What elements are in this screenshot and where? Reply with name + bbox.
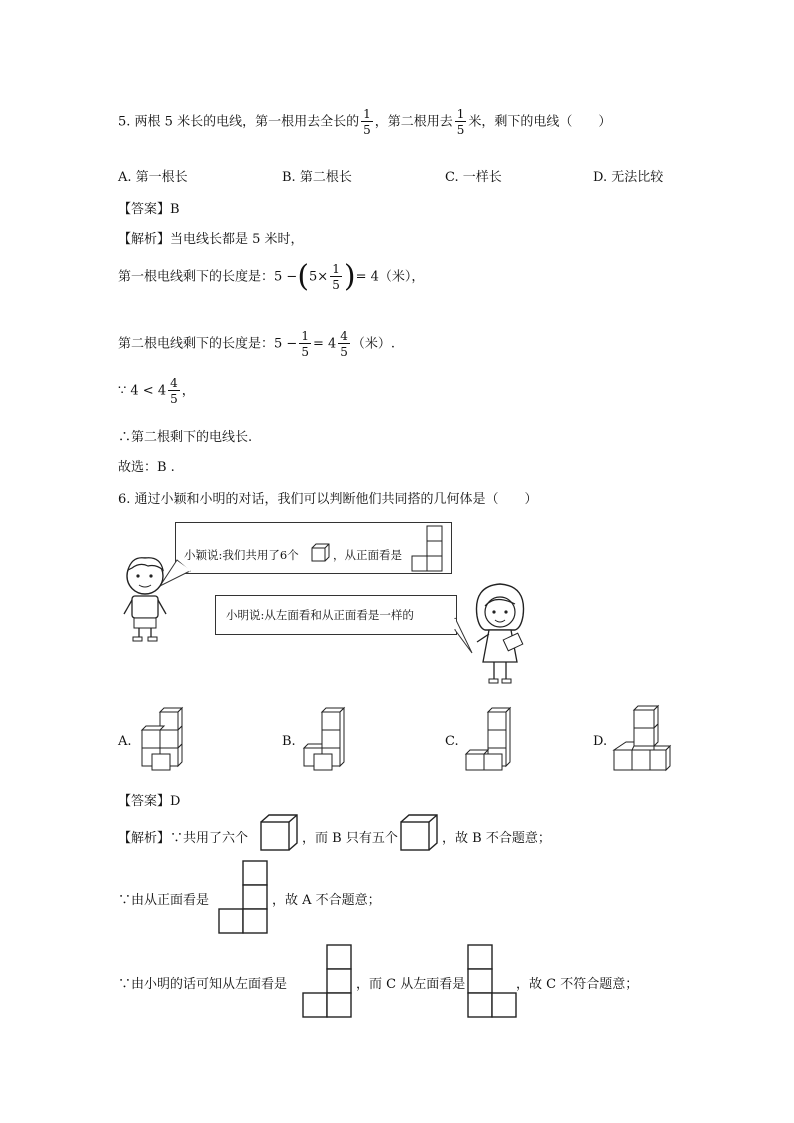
q6-analysis-3c: ，故 C 不符合题意； xyxy=(516,977,639,992)
q5-option-c[interactable]: C. 一样长 xyxy=(445,170,502,185)
q6-analysis-1c: ，故 B 不合题意； xyxy=(442,831,551,846)
q5-choice: 故选：B . xyxy=(118,460,175,475)
q6-analysis-1b: ，而 B 只有五个 xyxy=(302,831,398,846)
left-view-figure xyxy=(302,944,354,1018)
q5-option-b[interactable]: B. 第二根长 xyxy=(282,170,352,185)
q6-option-b[interactable]: B. xyxy=(282,734,296,749)
q6-analysis-3a: ∵由小明的话可知从左面看是 xyxy=(118,977,288,992)
girl-illustration xyxy=(465,580,535,690)
q6-answer: 【答案】D xyxy=(118,794,181,809)
q6-analysis-3b: ，而 C 从左面看是 xyxy=(356,977,466,992)
cube-figure-d xyxy=(612,706,672,774)
q6-analysis-1a: 【解析】∵共用了六个 xyxy=(118,831,249,846)
cube-figure-c xyxy=(464,708,520,772)
front-view-figure xyxy=(218,860,270,934)
bubble1-text-2: ，从正面看是 xyxy=(333,548,402,562)
q5-calc-3: ∵ 4 < 4 $\frac{4}{5}$ ， xyxy=(118,376,195,406)
cube-icon-large xyxy=(400,814,440,852)
q6-option-c[interactable]: C. xyxy=(445,734,459,749)
q5-option-d[interactable]: D. 无法比较 xyxy=(593,170,664,185)
cube-figure-a xyxy=(138,708,188,772)
q5-analysis-head: 【解析】当电线长都是 5 米时， xyxy=(118,232,304,247)
q6-analysis-2b: ，故 A 不合题意； xyxy=(272,893,381,908)
fraction: $\frac{1}{5}$ xyxy=(363,107,371,137)
cube-figure-b xyxy=(300,708,350,772)
bubble1-text: 小颖说:我们共用了6个 xyxy=(184,548,299,562)
q5-conclusion: ∴第二根剩下的电线长. xyxy=(118,430,253,445)
q6-analysis-2a: ∵由从正面看是 xyxy=(118,893,210,908)
fraction: $\frac{1}{5}$ xyxy=(456,107,465,137)
cube-icon-large xyxy=(260,814,300,852)
c-left-view-figure xyxy=(467,944,519,1018)
q5-answer: 【答案】B xyxy=(118,202,180,217)
q6-stem: 6. 通过小颖和小明的对话，我们可以判断他们共同搭的几何体是（ ） xyxy=(118,492,538,507)
q6-option-a[interactable]: A. xyxy=(118,734,132,749)
bubble2-text: 小明说:从左面看和从正面看是一样的 xyxy=(226,608,414,622)
q5-option-a[interactable]: A. 第一根长 xyxy=(118,170,188,185)
q5-calc-2: 第二根电线剩下的长度是：5 − $\frac{1}{5}$ = 4 $\frac{4}{5}$ （米）. xyxy=(118,329,396,359)
q6-option-d[interactable]: D. xyxy=(593,734,608,749)
q5-calc-1: 第一根电线剩下的长度是：5 −(5× $\frac{1}{5}$ )= 4（米）， xyxy=(118,259,425,294)
q5-stem: 5. 两根 5 米长的电线，第一根用去全长的 $\frac{1}{5}$ ，第二根用去 $\frac{1}{5}$ 米，剩下的电线（ ） xyxy=(118,107,612,137)
